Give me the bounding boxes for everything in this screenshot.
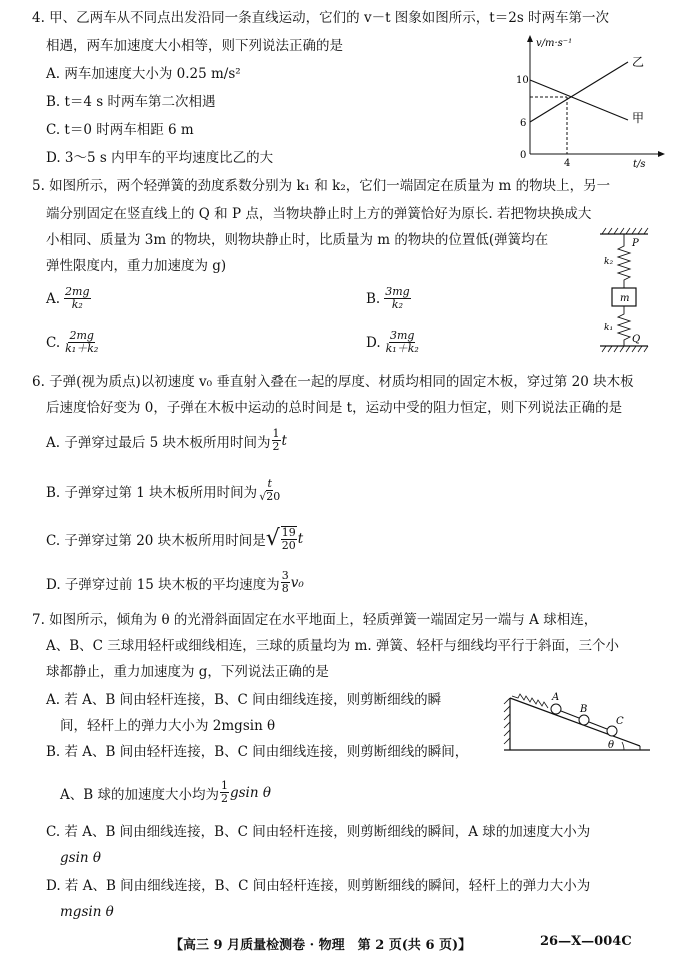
ball-c xyxy=(607,726,617,736)
q7-stem-line3: 球都静止，重力加速度为 g，下列说法正确的是 xyxy=(46,664,329,680)
q5-option-d: D. $\frac{3mg}{\text{k₁＋k₂}}$ xyxy=(366,329,419,355)
q4-vt-graph xyxy=(518,34,668,170)
q7-option-d-line1: D. 若 A、B 间由细线连接，B、C 间由轻杆连接，则剪断细线的瞬间，轻杆上的弹力大小为 xyxy=(46,878,591,894)
q6-option-c: C. 子弹穿过第 20 块木板所用时间是 √ $\frac{19}{20}$ t xyxy=(46,526,304,552)
page-code: 26—X—004C xyxy=(540,934,632,949)
ball-a xyxy=(551,704,561,714)
label-ball-c: C xyxy=(616,716,624,727)
q7-option-b-line1: B. 若 A、B 间由轻杆连接，B、C 间由细线连接，则剪断细线的瞬间， xyxy=(46,744,469,760)
q4-option-c: C. t＝0 时两车相距 6 m xyxy=(46,122,194,138)
q4-stem-line1: 4. 甲、乙两车从不同点出发沿同一条直线运动，它们的 v－t 图象如图所示，t＝2s 时两车第一次 xyxy=(32,10,610,26)
label-Q: Q xyxy=(632,334,641,345)
q7-stem-line2: A、B、C 三球用轻杆或细线相连，三球的质量均为 m. 弹簧、轻杆与细线均平行于斜面，三个小 xyxy=(46,638,619,654)
q4-stem-line2: 相遇，两车加速度大小相等，则下列说法正确的是 xyxy=(46,38,343,54)
graph-label-yi: 乙 xyxy=(632,55,645,69)
spring-k1 xyxy=(618,306,630,346)
graph-ylabel: v/m·s⁻¹ xyxy=(536,38,573,49)
label-P: P xyxy=(632,238,639,249)
q6-option-d: D. 子弹穿过前 15 块木板的平均速度为 $\frac{3}{8}$ v₀ xyxy=(46,569,304,595)
q4-option-d: D. 3～5 s 内甲车的平均速度比乙的大 xyxy=(46,150,274,166)
label-theta: θ xyxy=(608,740,615,751)
q7-option-b-line2: A、B 球的加速度大小均为 $\frac{1}{2}$ gsin θ xyxy=(60,779,271,805)
label-ball-b: B xyxy=(580,704,588,715)
spring-k2 xyxy=(618,234,630,288)
q6-stem-line2: 后速度恰好变为 0，子弹在木板中运动的总时间是 t，运动中受的阻力恒定，则下列说法正确的是 xyxy=(46,400,623,416)
q7-option-c-line2: gsin θ xyxy=(60,850,102,866)
q5-option-b: B. $\frac{3mg}{\text{k₂}}$ xyxy=(366,285,410,311)
label-ball-a: A xyxy=(552,692,560,703)
q4-option-b: B. t＝4 s 时两车第二次相遇 xyxy=(46,94,216,110)
q7-stem-line1: 7. 如图所示，倾角为 θ 的光滑斜面固定在水平地面上，轻质弹簧一端固定另一端与 A 球相连， xyxy=(32,612,598,628)
graph-xlabel: t/s xyxy=(633,159,646,170)
q5-stem-line1: 5. 如图所示，两个轻弹簧的劲度系数分别为 k₁ 和 k₂，它们一端固定在质量为 m 的物块上，另一 xyxy=(32,178,611,194)
q5-stem-line4: 弹性限度内，重力加速度为 g) xyxy=(46,258,227,274)
graph-tick-10: 10 xyxy=(516,75,529,86)
q6-option-b: B. 子弹穿过第 1 块木板所用时间为 $\frac{t}{√20}$ xyxy=(46,477,281,503)
q7-option-c-line1: C. 若 A、B 间由细线连接，B、C 间由轻杆连接，则剪断细线的瞬间，A 球的加速度大小为 xyxy=(46,824,591,840)
page-footer: 【高三 9 月质量检测卷 · 物理 第 2 页(共 6 页)】 xyxy=(170,938,472,953)
q7-option-a-line2: 间，轻杆上的弹力大小为 2mgsin θ xyxy=(60,718,276,734)
jia-line xyxy=(530,80,628,120)
q5-option-c: C. $\frac{2mg}{\text{k₁＋k₂}}$ xyxy=(46,329,99,355)
q6-stem-line1: 6. 子弹(视为质点)以初速度 v₀ 垂直射入叠在一起的厚度、材质均相同的固定木板，穿过第 20 块木板 xyxy=(32,374,634,390)
q5-stem-line2: 端分别固定在竖直线上的 Q 和 P 点，当物块静止时上方的弹簧恰好为原长. 若把物块换成大 xyxy=(46,206,592,222)
label-k1: k₁ xyxy=(604,323,614,333)
ball-b xyxy=(579,715,589,725)
label-m: m xyxy=(620,293,630,304)
graph-tick-4: 4 xyxy=(564,158,571,169)
q5-option-a: A. $\frac{2mg}{\text{k₂}}$ xyxy=(46,285,90,311)
q7-option-a-line1: A. 若 A、B 间由轻杆连接，B、C 间由细线连接，则剪断细线的瞬 xyxy=(46,692,442,708)
q7-option-d-line2: mgsin θ xyxy=(60,904,114,920)
graph-label-jia: 甲 xyxy=(632,111,645,125)
q6-option-a: A. 子弹穿过最后 5 块木板所用时间为 $\frac{1}{2}$ t xyxy=(46,427,287,453)
q4-option-a: A. 两车加速度大小为 0.25 m/s² xyxy=(46,66,241,82)
q5-spring-figure xyxy=(596,226,660,356)
yi-line xyxy=(530,62,628,122)
graph-origin: 0 xyxy=(520,150,527,161)
q5-stem-line3: 小相同、质量为 3m 的物块，则物块静止时，比质量为 m 的物块的位置低(弹簧均在 xyxy=(46,232,549,248)
label-k2: k₂ xyxy=(604,257,614,267)
q7-incline-figure xyxy=(480,688,660,760)
graph-tick-6: 6 xyxy=(520,118,527,129)
